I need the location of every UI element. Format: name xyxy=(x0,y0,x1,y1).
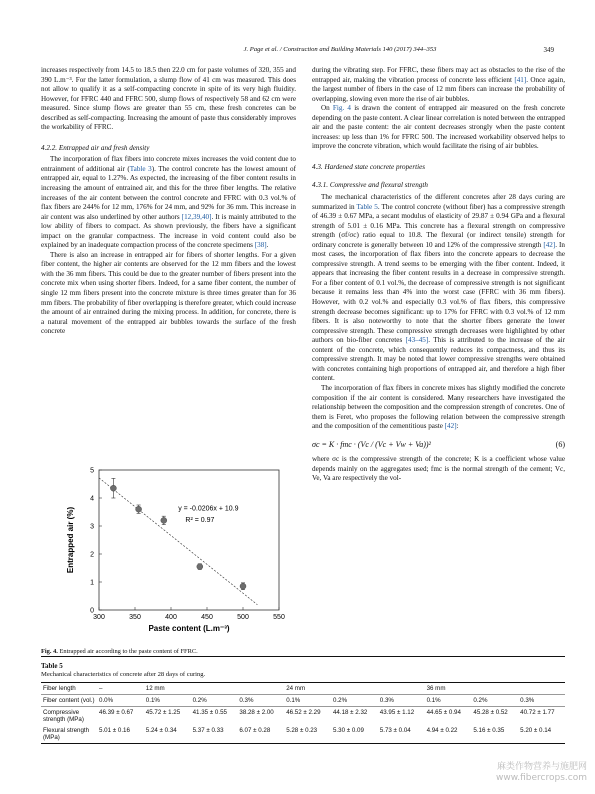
figure-label: Fig. 4. xyxy=(41,648,58,655)
table-cell: 45.28 ± 0.52 xyxy=(473,709,508,716)
table-title: Table 5 xyxy=(41,662,63,670)
paragraph: The mechanical characteristics of the different concretes after 28 days curing are summarized in Table 5. The control concrete (without fiber) has a compressive strength of 46.39 ± 0.67 MPa, a secant modulus of elasticity of 29.87 ± 0.94 GPa and a flexural strength of 5.01 ± 0.16 MPa. This concrete has a flexural strength on compressive strength (σf/σc) ratio equal to 10.8. The flexural (or indirect tensile) strength for ordinary concrete is generally between 10 and 12% of the compressive strength [42]. In most cases, the incorporation of flax fibers into the concrete appears to decrease the compressive strength. A trend seems to be emerging with the fiber content. Indeed, it appears that increasing the fiber content results in a decrease in compressive strength. For a fiber content of 0.1 vol.%, the decrease of compressive strength is not significant because it remains less than 4% into the worst case (FFRC with 36 mm fibers). However, with 0.2 vol.% and especially 0.3 vol.% of flax fibers, this compressive strength decrease becomes significant: up to 17% for FFRC with 0.3 vol.% of 12 mm fibers. It is also noteworthy to note that the shorter fibers generate the lower compressive strength. These compressive strength decreases were highlighted by other authors on bio-fiber concretes [43–45]. This is attributed to the increase of the air content of the concrete, which consequently reduces its compactness, and thus its compressive strength. It may be noted that lower compressive strengths were obtained with concretes containing high proportions of entrapped air, and therefore a high fiber content. xyxy=(312,193,565,383)
table-header-row xyxy=(41,683,565,695)
table-cell: 46.52 ± 2.29 xyxy=(286,709,321,716)
table-cell: 0.2% xyxy=(191,695,238,707)
table-reference-link[interactable]: Table 5 xyxy=(356,202,378,211)
paragraph: increases respectively from 14.5 to 18.5 then 22.0 cm for paste volumes of 320, 355 and 390 L.m⁻³. For the latter formulation, a slump flow of 41 cm was measured. This does not allow to qualify it as a self-compacting concrete in spite of its very high fluidity. However, for FFRC 440 and FFRC 500, slump flows of respectively 58 and 62 cm were measured. Since slump flows are greater than 55 cm, these fresh concretes can be described as self-compacting. Increasing the amount of paste thus considerably improves the workability of FFRC. xyxy=(41,66,296,132)
data-point xyxy=(161,517,167,523)
table-cell: 44.65 ± 0.94 xyxy=(426,709,461,716)
data-point xyxy=(197,564,203,570)
x-tick-label: 350 xyxy=(129,614,141,621)
table-header-cell: 12 mm xyxy=(144,683,191,695)
y-tick-label: 1 xyxy=(90,579,94,587)
y-axis-label: Entrapped air (%) xyxy=(66,506,75,574)
table-header-cell: 36 mm xyxy=(425,683,472,695)
left-column xyxy=(41,66,296,337)
x-tick-label: 300 xyxy=(93,614,105,621)
data-point xyxy=(110,485,116,491)
table-cell: 40.72 ± 1.77 xyxy=(520,709,555,716)
table-cell: 0.1% xyxy=(144,695,191,707)
table-cell: 5.30 ± 0.09 xyxy=(331,725,378,744)
equation-body: σc = K · fmc · (Vc / (Vc + Vw + Va))² xyxy=(312,439,431,449)
equation-6 xyxy=(312,440,565,450)
watermark xyxy=(496,762,587,784)
paragraph: The incorporation of flax fibers in concrete mixes has slightly modified the concrete composition if the air content is considered. Many researchers have investigated the relationship between the composition and the compression strength of concretes. One of them is Feret, who proposes the following relation between the compressive strength and the composition of the cementitious paste [42]: xyxy=(312,383,565,431)
running-head: J. Page et al. / Construction and Building Materials 140 (2017) 344–353 xyxy=(243,46,437,53)
table-cell: Flexural strength (MPa) xyxy=(41,725,97,744)
citation-link[interactable]: [38] xyxy=(254,241,267,250)
table-cell: 5.37 ± 0.33 xyxy=(191,725,238,744)
table-header-cell xyxy=(237,683,284,695)
section-heading: 4.3. Hardened state concrete properties xyxy=(312,162,426,171)
x-tick-label: 500 xyxy=(237,614,249,621)
table-cell: 0.3% xyxy=(237,695,284,707)
y-tick-label: 3 xyxy=(90,523,94,531)
citation-link[interactable]: [41] xyxy=(514,75,527,84)
table-cell: 44.18 ± 2.32 xyxy=(332,709,368,716)
citation-link[interactable]: [42] xyxy=(543,240,556,249)
citation-link[interactable]: [42] xyxy=(444,422,457,431)
table-header-cell xyxy=(518,683,565,695)
table-header-cell: 24 mm xyxy=(284,683,331,695)
x-axis-label: Paste content (L.m⁻³) xyxy=(148,624,230,633)
table-cell: 0.2% xyxy=(331,695,378,707)
table-cell: 45.72 ± 1.25 xyxy=(145,709,181,716)
paragraph: where σc is the compressive strength of the concrete; K is a coefficient whose value depends mainly on the aggregates used; fmc is the normal strength of the cement; Vc, Ve, Va are respectively the vol- xyxy=(312,455,565,483)
paragraph: during the vibrating step. For FFRC, these fibers may act as obstacles to the rise of the entrapped air, making the vibration process of concrete less efficient [41]. Once again, the largest number of fibers in the case of 12 mm fibers can increase the probability of overlapping, slowing even more the rise of air bubbles. xyxy=(312,66,565,103)
table-cell: 5.24 ± 0.34 xyxy=(144,725,191,744)
table-cell: 41.35 ± 0.55 xyxy=(192,709,227,716)
section-heading: 4.2.2. Entrapped air and fresh density xyxy=(41,143,150,152)
table-cell: 0.3% xyxy=(378,695,425,707)
y-tick-label: 0 xyxy=(90,607,94,615)
right-column xyxy=(312,66,565,484)
table-header-cell: – xyxy=(97,683,144,695)
watermark-line: www.fibercrops.com xyxy=(496,773,587,783)
equation-number: (6) xyxy=(555,439,565,449)
table-header-cell xyxy=(471,683,518,695)
paragraph: On Fig. 4 is drawn the content of entrapped air measured on the fresh concrete depending on the paste content. A clear linear correlation is noted between the entrapped air and the paste content: the air content decreases strongly when the paste content increases: up less than 1% for FFRC 500. The increased workability observed helps to improve the concrete vibration, which would facilitate the rising of air bubbles. xyxy=(312,104,565,151)
table-cell: 0.1% xyxy=(284,695,331,707)
data-point xyxy=(240,583,246,589)
table-cell: 5.16 ± 0.35 xyxy=(471,725,518,744)
y-tick-label: 4 xyxy=(90,495,94,503)
page-number: 349 xyxy=(543,46,554,54)
watermark-line: 麻类作物营养与施肥网 xyxy=(496,762,587,772)
table-cell: 5.01 ± 0.16 xyxy=(97,725,144,744)
table-cell: 5.73 ± 0.04 xyxy=(378,725,425,744)
table-cell: 0.1% xyxy=(425,695,472,707)
table-header-cell: Fiber length xyxy=(41,683,97,695)
trendline-equation: y = -0.0206x + 10.9 xyxy=(178,505,239,513)
subsection-heading: 4.3.1. Compressive and flexural strength xyxy=(312,181,428,190)
table-cell: Fiber content (vol.) xyxy=(41,695,97,707)
table-reference-link[interactable]: Table 3 xyxy=(129,164,152,173)
plot-frame xyxy=(99,470,279,610)
table-top-rule xyxy=(41,656,565,657)
citation-link[interactable]: [43–45] xyxy=(405,336,429,345)
table-cell: 43.95 ± 1.12 xyxy=(379,709,415,716)
x-tick-label: 450 xyxy=(201,614,213,621)
table-cell: 0.3% xyxy=(518,695,565,707)
table-row xyxy=(41,707,565,726)
data-point xyxy=(136,506,142,512)
x-tick-label: 400 xyxy=(165,614,177,621)
table-cell: 5.20 ± 0.14 xyxy=(518,725,565,744)
paragraph: There is also an increase in entrapped air for fibers of shorter lengths. For a given fiber content, the higher air contents are observed for the 12 mm fibers and the lowest with the 36 mm fibers. This could be due to the greater number of fibers present into the concrete mix when using shorter fibers. Indeed, for a same fiber content, the number of single 12 mm fibers present into the concrete mixture is three times greater than for 36 mm fibers. The probability of fiber overlapping is therefore greater, which could increase the amount of air entrained during the mixing process. In addition, for concrete, there is a natural movement of the entrapped air bubbles towards the surface of the fresh concrete xyxy=(41,250,296,336)
table-header-cell xyxy=(378,683,425,695)
figure-caption: Fig. 4. Entrapped air according to the paste content of FFRC. xyxy=(41,648,198,655)
table-row xyxy=(41,695,565,707)
table-row xyxy=(41,725,565,744)
table-caption: Mechanical characteristics of concrete after 28 days of curing. xyxy=(41,671,206,678)
entrapped-air-chart xyxy=(41,460,296,640)
table-cell: 46.39 ± 0.67 xyxy=(99,709,134,716)
table-cell: 0.0% xyxy=(97,695,144,707)
table-cell: 38.28 ± 2.00 xyxy=(239,709,274,716)
table-header-cell xyxy=(191,683,238,695)
figure-reference-link[interactable]: Fig. 4 xyxy=(332,104,351,113)
r-squared-label: R² = 0.97 xyxy=(185,516,215,524)
table-header-cell xyxy=(331,683,378,695)
y-tick-label: 5 xyxy=(90,467,94,475)
paragraph: The incorporation of flax fibers into concrete mixes increases the void content due to entrainment of additional air (Table 3). The control concrete has the lowest amount of entrapped air, equal to 1.27%. As expected, the increasing of the fiber content results in increasing the amount of entrained air, and this for the three fiber lengths. The relative increases of the air content between the control concrete and FFRC with 0.3 vol.% of flax fibers are 244% for 12 mm, 176% for 24 mm, and 92% for 36 mm. This increase in air content was also underlined by other authors [12,39,40]. It is mainly attributed to the low ability of fibers to compact. As shown previously, the fibers have a significant impact on the granular compactness. The increase in void content could also be explained by an inadequate compaction process of the concrete specimens [38]. xyxy=(41,155,297,250)
x-tick-label: 550 xyxy=(273,614,285,621)
y-tick-label: 2 xyxy=(90,551,94,559)
table-cell: 5.28 ± 0.23 xyxy=(284,725,331,744)
table-cell: 6.07 ± 0.28 xyxy=(237,725,284,744)
citation-link[interactable]: [12,39,40] xyxy=(181,212,212,221)
table-cell: 0.2% xyxy=(471,695,518,707)
trendline xyxy=(99,478,257,605)
mechanical-characteristics-table xyxy=(41,682,565,744)
table-cell: Compressive strength (MPa) xyxy=(43,709,84,723)
table-cell: 4.94 ± 0.22 xyxy=(425,725,472,744)
